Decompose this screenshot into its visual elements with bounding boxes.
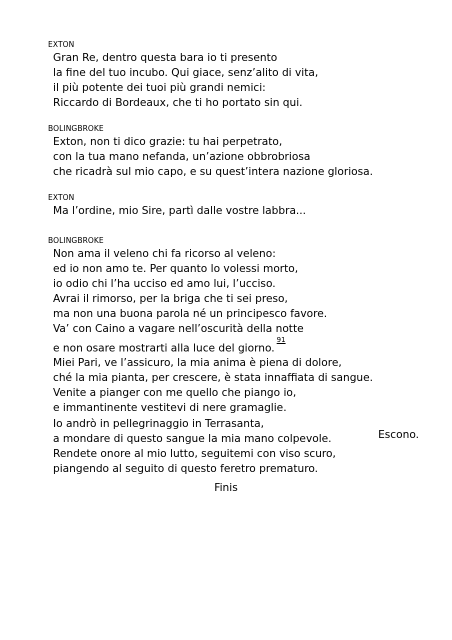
verse-line: e immantinente vestitevi di nere gramaglie. bbox=[53, 402, 287, 415]
speaker-name: BOLINGBROKE bbox=[48, 236, 104, 245]
verse-line: Avrai il rimorso, per la briga che ti sei preso, bbox=[53, 293, 288, 306]
verse-line: Gran Re, dentro questa bara io ti presento bbox=[53, 52, 278, 64]
verse-line: io odio chi l’ha ucciso ed amo lui, l’ucciso. bbox=[53, 278, 276, 291]
verse-line: che ricadrà sul mio capo, e su quest’intera nazione gloriosa. bbox=[53, 166, 374, 179]
verse-line: la fine del tuo incubo. Qui giace, senz’alito di vita, bbox=[53, 67, 319, 80]
verse-line: con la tua mano nefanda, un’azione obbrobriosa bbox=[53, 151, 311, 164]
verse-lines bbox=[48, 204, 438, 219]
verse-line: ma non una buona parola né un principesco favore. bbox=[53, 308, 328, 321]
verse-lines bbox=[48, 51, 438, 111]
speaker-name: EXTON bbox=[48, 193, 75, 202]
verse-line: ed io non amo te. Per quanto lo volessi morto, bbox=[53, 263, 299, 276]
footnote-reference[interactable]: 91 bbox=[276, 335, 286, 344]
finis-text: Finis bbox=[214, 482, 238, 494]
verse-line: Rendete onore al mio lutto, seguitemi con viso scuro, bbox=[53, 447, 336, 460]
verse-line: Exton, non ti dico grazie: tu hai perpetrato, bbox=[53, 136, 283, 148]
verse-line: Venite a pianger con me quello che piango io, bbox=[53, 387, 297, 400]
speech-exton-2 bbox=[48, 193, 438, 219]
verse-line-with-footnote bbox=[53, 335, 438, 357]
verse-line: a mondare di questo sangue la mia mano colpevole. bbox=[53, 432, 332, 445]
stage-direction: Escono. bbox=[378, 429, 419, 441]
verse-line: Ma l’ordine, mio Sire, partì dalle vostre labbra... bbox=[53, 205, 307, 217]
verse-line-text: e non osare mostrarti alla luce del giorno. bbox=[53, 342, 275, 355]
verse-lines bbox=[48, 135, 438, 180]
verse-line: Va’ con Caino a vagare nell’oscurità della notte bbox=[53, 323, 304, 336]
verse-line: Non ama il veleno chi fa ricorso al veleno: bbox=[53, 248, 276, 260]
verse-line: ché la mia pianta, per crescere, è stata innaffiata di sangue. bbox=[53, 372, 374, 385]
speaker-name: BOLINGBROKE bbox=[48, 124, 104, 133]
speaker-name: EXTON bbox=[48, 40, 75, 49]
speech-exton-1 bbox=[48, 40, 438, 111]
speech-bolingbroke-1 bbox=[48, 124, 438, 180]
verse-line: il più potente dei tuoi più grandi nemici: bbox=[53, 82, 266, 95]
verse-line: piangendo al seguito di questo feretro prematuro. bbox=[53, 462, 318, 475]
verse-line: Riccardo di Bordeaux, che ti ho portato sin qui. bbox=[53, 97, 303, 110]
verse-line: Io andrò in pellegrinaggio in Terrasanta, bbox=[53, 417, 264, 430]
verse-line: Miei Pari, ve l’assicuro, la mia anima è piena di dolore, bbox=[53, 357, 342, 370]
